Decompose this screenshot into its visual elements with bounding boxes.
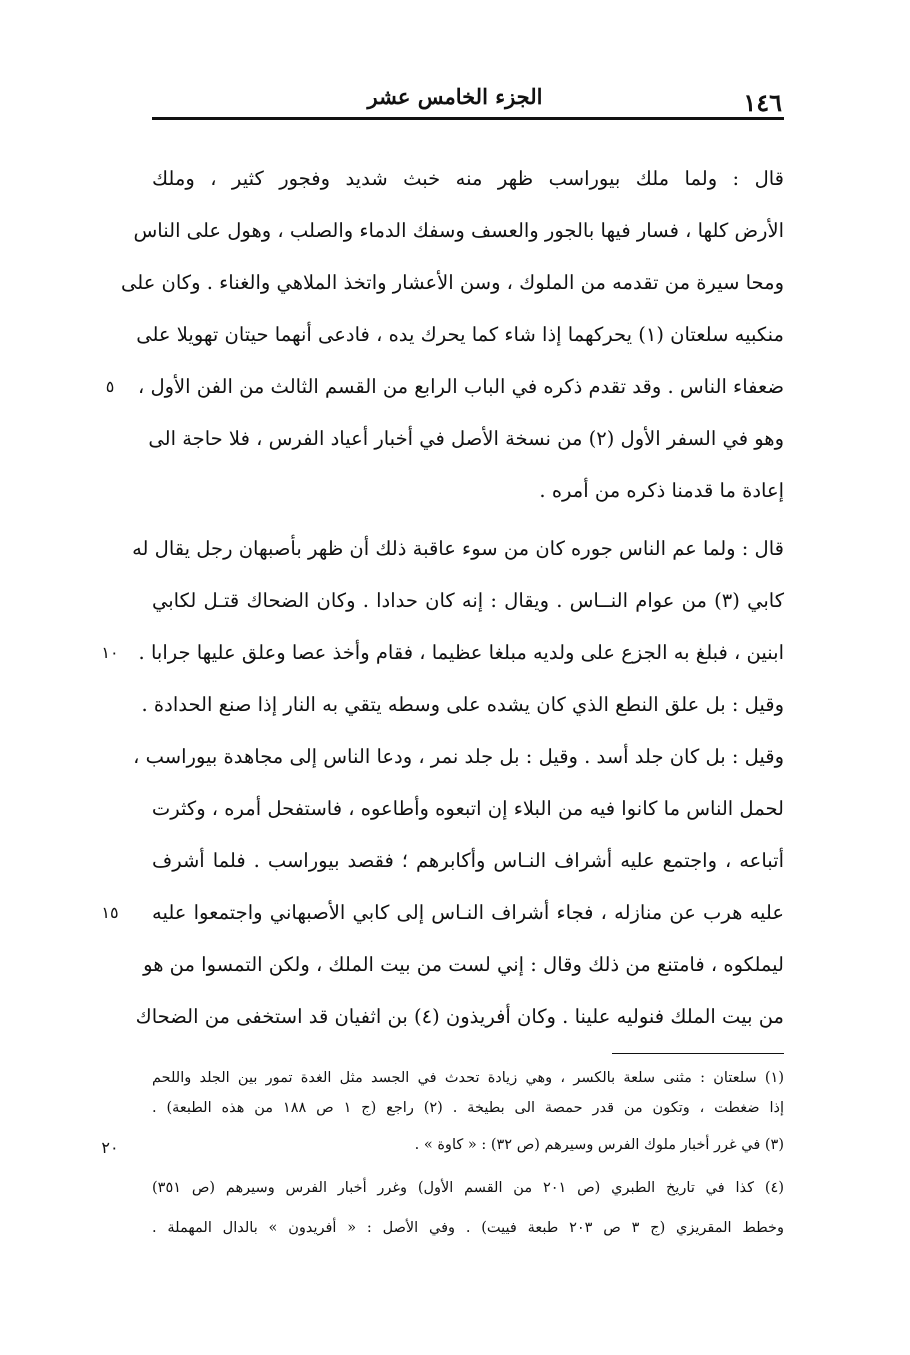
body-line: منكبيه سلعتان (١) يحركهما إذا شاء كما يحرك يده ، فادعى أنهما حيتان تهويلا على: [136, 323, 784, 346]
page-number: ١٤٦: [743, 88, 782, 117]
body-line: قال : ولما عم الناس جوره كان من سوء عاقبة ذلك أن ظهر بأصبهان رجل يقال له: [132, 537, 784, 560]
body-line: الأرض كلها ، فسار فيها بالجور والعسف وسفك الدماء والصلب ، وهول على الناس: [133, 219, 784, 242]
footnote-line: (٣) في غرر أخبار ملوك الفرس وسيرهم (ص ٣٢) : « كاوة » .: [414, 1137, 784, 1153]
body-line: ابنين ، فبلغ به الجزع على ولديه مبلغا عظيما ، فقام وأخذ عصا وعلق عليها جرابا .: [138, 641, 784, 664]
body-line: أتباعه ، واجتمع عليه أشراف النـاس وأكابرهم ؛ فقصد بيوراسب . فلما أشرف: [152, 849, 784, 872]
line-number-15: ١٥: [101, 903, 119, 922]
footnote-line: وخطط المقريزي (ج ٣ ص ٢٠٣ طبعة فييت) . وفي الأصل : « أفريدون » بالدال المهملة .: [152, 1220, 784, 1236]
footnote-line: (٤) كذا في تاريخ الطبري (ص ٢٠١ من القسم الأول) وغرر أخبار الفرس وسيرهم (ص ٣٥١): [152, 1180, 785, 1196]
header-rule: [152, 117, 784, 120]
body-line: كابي (٣) من عوام النــاس . ويقال : إنه كان حدادا . وكان الضحاك قتـل لكابي: [152, 589, 784, 612]
body-line-paragraph-end: إعادة ما قدمنا ذكره من أمره .: [539, 479, 784, 502]
line-number-20: ٢٠: [101, 1138, 119, 1157]
body-line: قال : ولما ملك بيوراسب ظهر منه خبث شديد وفجور كثير ، وملك: [152, 167, 784, 190]
body-line: من بيت الملك فنوليه علينا . وكان أفريذون (٤) بن اثفيان قد استخفى من الضحاك: [135, 1005, 784, 1028]
body-line: ومحا سيرة من تقدمه من الملوك ، وسن الأعشار واتخذ الملاهي والغناء . وكان على: [121, 271, 784, 294]
body-line: لحمل الناس ما كانوا فيه من البلاء إن اتبعوه وأطاعوه ، فاستفحل أمره ، وكثرت: [151, 797, 784, 820]
body-line: وقيل : بل كان جلد أسد . وقيل : بل جلد نمر ، ودعا الناس إلى مجاهدة بيوراسب ،: [133, 745, 784, 768]
running-header-title: الجزء الخامس عشر: [367, 84, 543, 109]
footnote-line: إذا ضغطت ، وتكون من قدر حمصة الى بطيخة . (٢) راجع (ج ١ ص ١٨٨ من هذه الطبعة) .: [152, 1100, 784, 1116]
body-line: ضعفاء الناس . وقد تقدم ذكره في الباب الرابع من القسم الثالث من الفن الأول ،: [137, 375, 784, 398]
body-line: ليملكوه ، فامتنع من ذلك وقال : إني لست من بيت الملك ، ولكن التمسوا من هو: [143, 953, 784, 976]
line-number-10: ١٠: [101, 643, 119, 662]
body-line: وهو في السفر الأول (٢) من نسخة الأصل في أخبار أعياد الفرس ، فلا حاجة الى: [148, 427, 784, 450]
footnote-line: (١) سلعتان : مثنى سلعة بالكسر ، وهي زيادة تحدث في الجسد مثل الغدة تمور بين الجلد واللحم: [152, 1070, 784, 1086]
line-number-5: ٥: [105, 377, 115, 396]
footnote-separator: [612, 1053, 784, 1054]
body-line: وقيل : بل علق النطع الذي كان يشده على وسطه يتقي به النار إذا صنع الحدادة .: [141, 693, 784, 716]
body-line: عليه هرب عن منازله ، فجاء أشراف النـاس إلى كابي الأصبهاني واجتمعوا عليه: [152, 901, 784, 924]
